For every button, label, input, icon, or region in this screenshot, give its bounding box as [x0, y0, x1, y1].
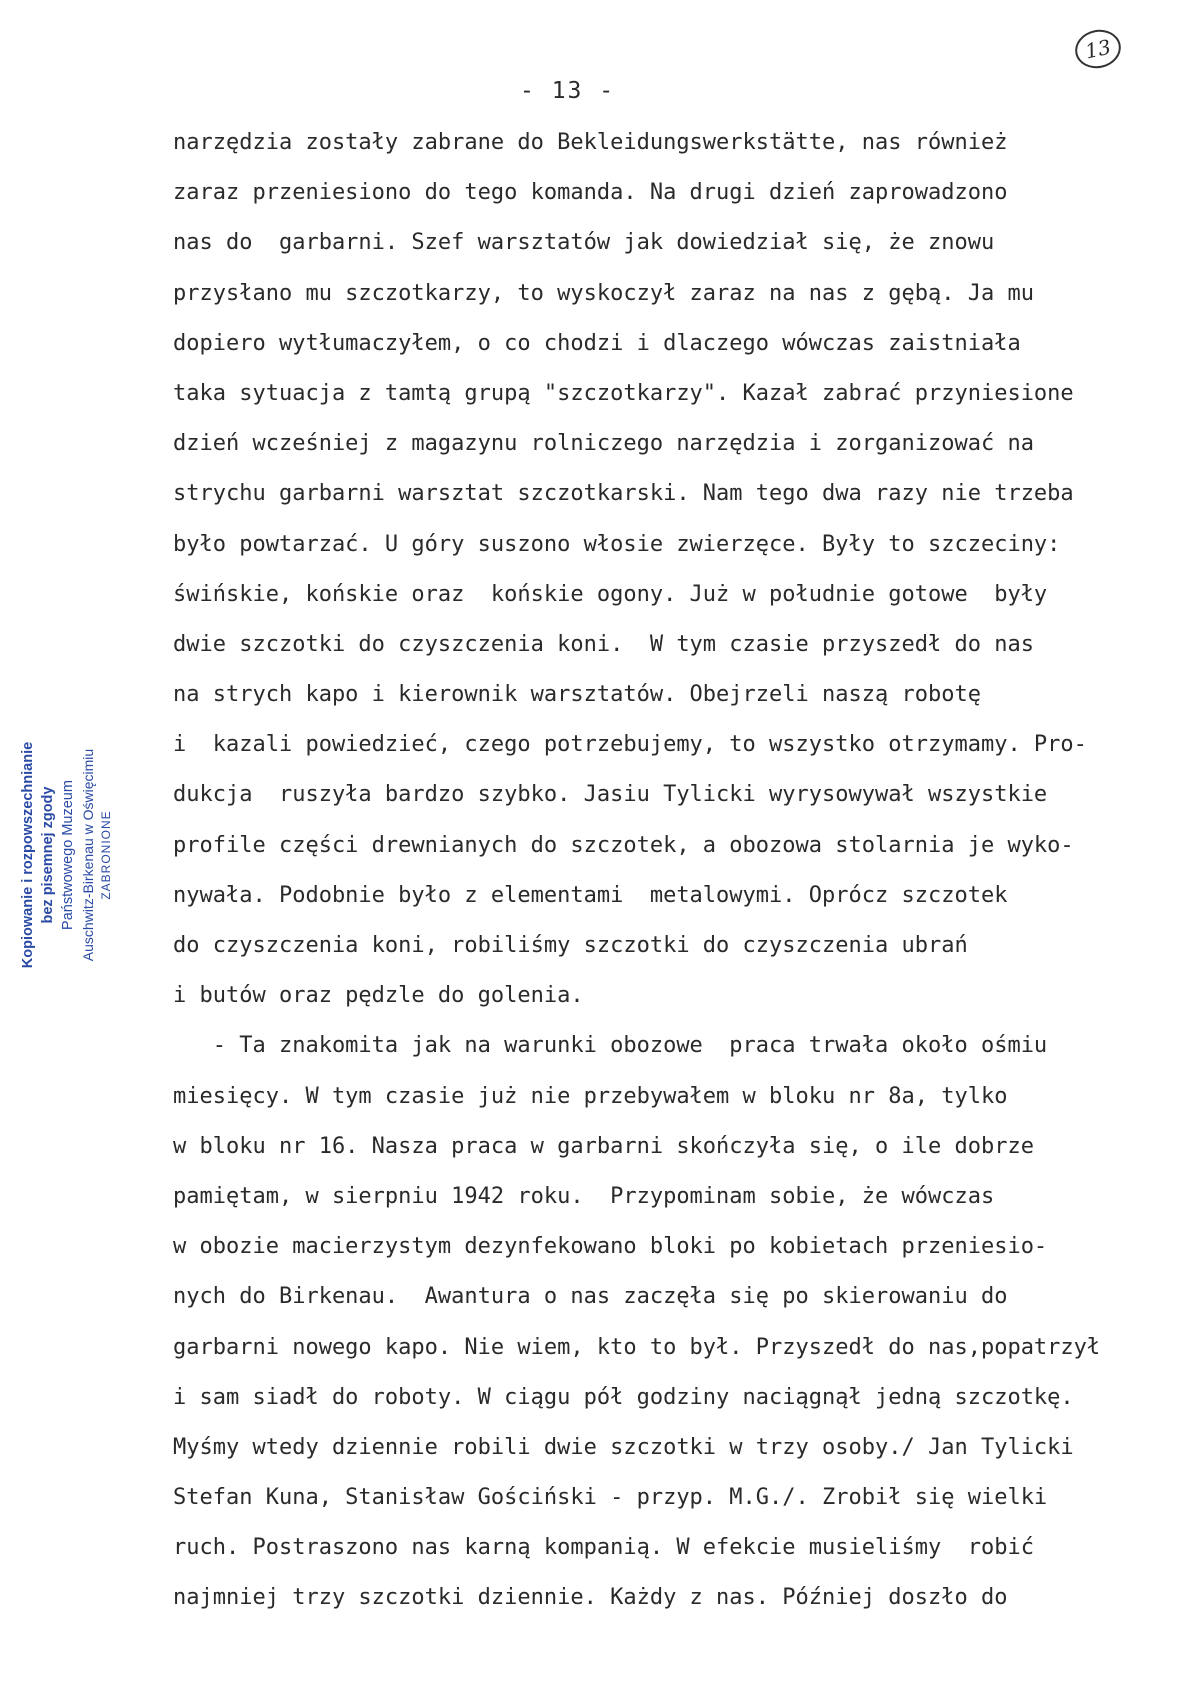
stamp-line: Państwowego Muzeum: [60, 780, 76, 930]
page-number: - 13 -: [520, 78, 616, 104]
text-line: garbarni nowego kapo. Nie wiem, kto to był. Przyszedł do nas,popatrzył: [173, 1334, 1101, 1360]
text-line: najmniej trzy szczotki dziennie. Każdy z nas. Później doszło do: [173, 1585, 1008, 1611]
text-line: przysłano mu szczotkarzy, to wyskoczył zaraz na nas z gębą. Ja mu: [173, 280, 1034, 306]
text-line: dwie szczotki do czyszczenia koni. W tym czasie przyszedł do nas: [173, 631, 1034, 657]
stamp-line: bez pisemnej zgody: [40, 786, 56, 924]
text-line: strychu garbarni warsztat szczotkarski. Nam tego dwa razy nie trzeba: [173, 481, 1074, 507]
stamp-line: ZABRONIONE: [99, 810, 113, 900]
text-line: - Ta znakomita jak na warunki obozowe praca trwała około ośmiu: [173, 1033, 1048, 1059]
text-line: było powtarzać. U góry suszono włosie zwierzęce. Były to szczeciny:: [173, 531, 1061, 557]
text-line: i butów oraz pędzle do golenia.: [173, 983, 584, 1009]
text-line: taka sytuacja z tamtą grupą "szczotkarzy". Kazał zabrać przyniesione: [173, 380, 1074, 406]
text-line: i sam siadł do roboty. W ciągu pół godziny naciągnął jedną szczotkę.: [173, 1384, 1074, 1410]
stamp-line: Kopiowanie i rozpowszechnianie: [20, 741, 36, 969]
text-line: nywała. Podobnie było z elementami metalowymi. Oprócz szczotek: [173, 882, 1008, 908]
text-line: profile części drewnianych do szczotek, a obozowa stolarnia je wyko-: [173, 832, 1074, 858]
stamp-line: Auschwitz-Birkenau w Oświęcimiu: [80, 748, 96, 962]
text-line: miesięcy. W tym czasie już nie przebywałem w bloku nr 8a, tylko: [173, 1083, 1008, 1109]
text-line: nas do garbarni. Szef warsztatów jak dowiedział się, że znowu: [173, 230, 995, 256]
archive-page-mark: 13: [1072, 26, 1125, 73]
text-line: nych do Birkenau. Awantura o nas zaczęła się po skierowaniu do: [173, 1284, 1008, 1310]
text-line: narzędzia zostały zabrane do Bekleidungswerkstätte, nas również: [173, 130, 1008, 155]
text-line: dopiero wytłumaczyłem, o co chodzi i dlaczego wówczas zaistniała: [173, 330, 1021, 356]
text-line: Myśmy wtedy dziennie robili dwie szczotki w trzy osoby./ Jan Tylicki: [173, 1434, 1074, 1460]
text-line: na strych kapo i kierownik warsztatów. Obejrzeli naszą robotę: [173, 682, 981, 708]
text-line: świńskie, końskie oraz końskie ogony. Już w południe gotowe były: [173, 581, 1048, 607]
text-line: i kazali powiedzieć, czego potrzebujemy, to wszystko otrzymamy. Pro-: [173, 732, 1087, 758]
text-line: Stefan Kuna, Stanisław Gościński - przyp. M.G./. Zrobił się wielki: [173, 1485, 1048, 1511]
text-line: w obozie macierzystym dezynfekowano bloki po kobietach przeniesio-: [173, 1234, 1048, 1260]
text-line: w bloku nr 16. Nasza praca w garbarni skończyła się, o ile dobrze: [173, 1133, 1034, 1159]
text-line: dukcja ruszyła bardzo szybko. Jasiu Tylicki wyrysowywał wszystkie: [173, 782, 1048, 808]
text-line: zaraz przeniesiono do tego komanda. Na drugi dzień zaprowadzono: [173, 180, 1008, 206]
text-line: do czyszczenia koni, robiliśmy szczotki do czyszczenia ubrań: [173, 933, 968, 958]
text-line: pamiętam, w sierpniu 1942 roku. Przypominam sobie, że wówczas: [173, 1183, 995, 1209]
copyright-stamp: [18, 720, 114, 990]
typed-text-body: [173, 118, 1183, 1624]
text-line: ruch. Postraszono nas karną kompanią. W efekcie musieliśmy robić: [173, 1535, 1034, 1561]
text-line: dzień wcześniej z magazynu rolniczego narzędzia i zorganizować na: [173, 431, 1034, 457]
